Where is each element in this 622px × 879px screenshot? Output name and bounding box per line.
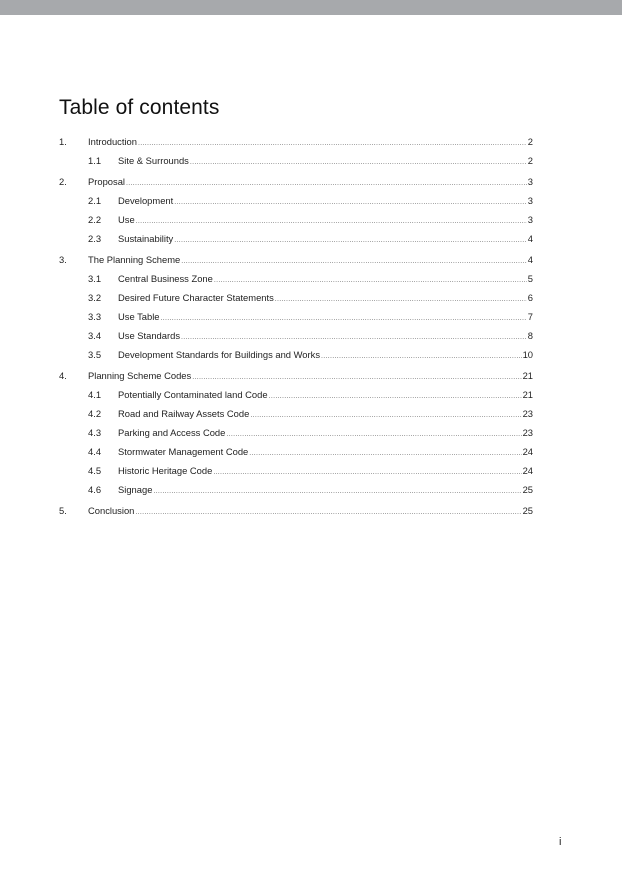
toc-entry-page: 25 bbox=[522, 484, 533, 495]
toc-entry-label: Use bbox=[118, 214, 135, 225]
toc-entry-label: Parking and Access Code bbox=[118, 427, 226, 438]
toc-entry[interactable] bbox=[59, 482, 533, 498]
toc-entry-number: 3.2 bbox=[88, 292, 102, 303]
toc-dot-leader bbox=[153, 484, 521, 500]
toc-entry[interactable] bbox=[59, 174, 533, 190]
toc-entry-number: 1. bbox=[59, 136, 67, 147]
toc-dot-leader bbox=[250, 408, 521, 424]
toc-dot-leader bbox=[192, 370, 521, 386]
toc-entry-label: Historic Heritage Code bbox=[118, 465, 213, 476]
toc-entry-label: Development bbox=[118, 195, 174, 206]
toc-entry-page: 3 bbox=[527, 214, 533, 225]
page-number: i bbox=[559, 836, 562, 848]
toc-entry-page: 23 bbox=[522, 427, 533, 438]
toc-entry-page: 3 bbox=[527, 195, 533, 206]
toc-entry-number: 5. bbox=[59, 505, 67, 516]
toc-entry[interactable] bbox=[59, 503, 533, 519]
toc-entry-label: Sustainability bbox=[118, 233, 174, 244]
toc-entry-number: 4. bbox=[59, 370, 67, 381]
toc-entry-number: 3.4 bbox=[88, 330, 102, 341]
toc-dot-leader bbox=[275, 292, 527, 308]
toc-entry-number: 4.5 bbox=[88, 465, 102, 476]
toc-entry-number: 2.3 bbox=[88, 233, 102, 244]
toc-entry-label: Stormwater Management Code bbox=[118, 446, 249, 457]
toc-entry-page: 8 bbox=[527, 330, 533, 341]
toc-entry[interactable] bbox=[59, 309, 533, 325]
toc-dot-leader bbox=[249, 446, 521, 462]
toc-entry[interactable] bbox=[59, 387, 533, 403]
toc-dot-leader bbox=[161, 311, 527, 327]
toc-entry[interactable] bbox=[59, 252, 533, 268]
toc-entry-page: 10 bbox=[522, 349, 533, 360]
header-bar bbox=[0, 0, 622, 15]
toc-entry-page: 2 bbox=[527, 155, 533, 166]
toc-entry-page: 6 bbox=[527, 292, 533, 303]
toc-entry-page: 2 bbox=[527, 136, 533, 147]
toc-dot-leader bbox=[213, 465, 521, 481]
toc-entry-number: 3. bbox=[59, 254, 67, 265]
toc-entry-label: Desired Future Character Statements bbox=[118, 292, 274, 303]
toc-dot-leader bbox=[181, 330, 527, 346]
toc-dot-leader bbox=[190, 155, 527, 171]
toc-entry-label: Use Standards bbox=[118, 330, 181, 341]
toc-entry[interactable] bbox=[59, 368, 533, 384]
toc-entry[interactable] bbox=[59, 328, 533, 344]
toc-dot-leader bbox=[174, 195, 527, 211]
toc-entry-label: The Planning Scheme bbox=[88, 254, 181, 265]
toc-entry-number: 4.2 bbox=[88, 408, 102, 419]
toc-entry[interactable] bbox=[59, 212, 533, 228]
toc-entry-number: 3.5 bbox=[88, 349, 102, 360]
toc-entry-label: Use Table bbox=[118, 311, 160, 322]
toc-entry-label: Signage bbox=[118, 484, 153, 495]
toc-entry-page: 23 bbox=[522, 408, 533, 419]
toc-entry-label: Road and Railway Assets Code bbox=[118, 408, 250, 419]
toc-entry-page: 7 bbox=[527, 311, 533, 322]
toc-entry-page: 25 bbox=[522, 505, 533, 516]
toc-entry-label: Introduction bbox=[88, 136, 137, 147]
toc-entry[interactable] bbox=[59, 290, 533, 306]
toc-entry-label: Site & Surrounds bbox=[118, 155, 189, 166]
toc-entry[interactable] bbox=[59, 193, 533, 209]
toc-entry-label: Development Standards for Buildings and Works bbox=[118, 349, 321, 360]
toc-dot-leader bbox=[174, 233, 527, 249]
toc-entry-number: 4.6 bbox=[88, 484, 102, 495]
toc-dot-leader bbox=[135, 505, 521, 521]
toc-entry-number: 3.1 bbox=[88, 273, 102, 284]
toc-entry-number: 2. bbox=[59, 176, 67, 187]
toc-entry-number: 4.1 bbox=[88, 389, 102, 400]
toc-entry-number: 3.3 bbox=[88, 311, 102, 322]
toc-entry-number: 4.3 bbox=[88, 427, 102, 438]
toc-entry-page: 3 bbox=[527, 176, 533, 187]
toc-dot-leader bbox=[136, 214, 527, 230]
toc-dot-leader bbox=[226, 427, 521, 443]
toc-dot-leader bbox=[138, 136, 527, 152]
toc-entry-page: 4 bbox=[527, 254, 533, 265]
toc-entry-label: Planning Scheme Codes bbox=[88, 370, 192, 381]
toc-entry-number: 1.1 bbox=[88, 155, 102, 166]
toc-entry-page: 21 bbox=[522, 370, 533, 381]
toc-dot-leader bbox=[126, 176, 527, 192]
toc-dot-leader bbox=[269, 389, 522, 405]
page-title: Table of contents bbox=[59, 96, 220, 119]
toc-entry-page: 4 bbox=[527, 233, 533, 244]
toc-entry[interactable] bbox=[59, 444, 533, 460]
toc-entry-label: Potentially Contaminated land Code bbox=[118, 389, 268, 400]
toc-entry-page: 5 bbox=[527, 273, 533, 284]
toc-entry-label: Proposal bbox=[88, 176, 126, 187]
toc-entry-number: 2.1 bbox=[88, 195, 102, 206]
toc-dot-leader bbox=[214, 273, 527, 289]
toc-entry-label: Conclusion bbox=[88, 505, 135, 516]
toc-dot-leader bbox=[321, 349, 522, 365]
toc-entry[interactable] bbox=[59, 231, 533, 247]
toc-entry-page: 24 bbox=[522, 465, 533, 476]
toc-entry-number: 4.4 bbox=[88, 446, 102, 457]
toc-entry-page: 21 bbox=[522, 389, 533, 400]
toc-entry-page: 24 bbox=[522, 446, 533, 457]
toc-dot-leader bbox=[181, 254, 527, 270]
toc-entry[interactable] bbox=[59, 134, 533, 150]
toc-entry-number: 2.2 bbox=[88, 214, 102, 225]
toc-entry[interactable] bbox=[59, 271, 533, 287]
toc-entry[interactable] bbox=[59, 463, 533, 479]
toc-entry-label: Central Business Zone bbox=[118, 273, 213, 284]
toc-entry[interactable] bbox=[59, 406, 533, 422]
toc-entry[interactable] bbox=[59, 347, 533, 363]
toc-entry[interactable] bbox=[59, 153, 533, 169]
toc-entry[interactable] bbox=[59, 425, 533, 441]
